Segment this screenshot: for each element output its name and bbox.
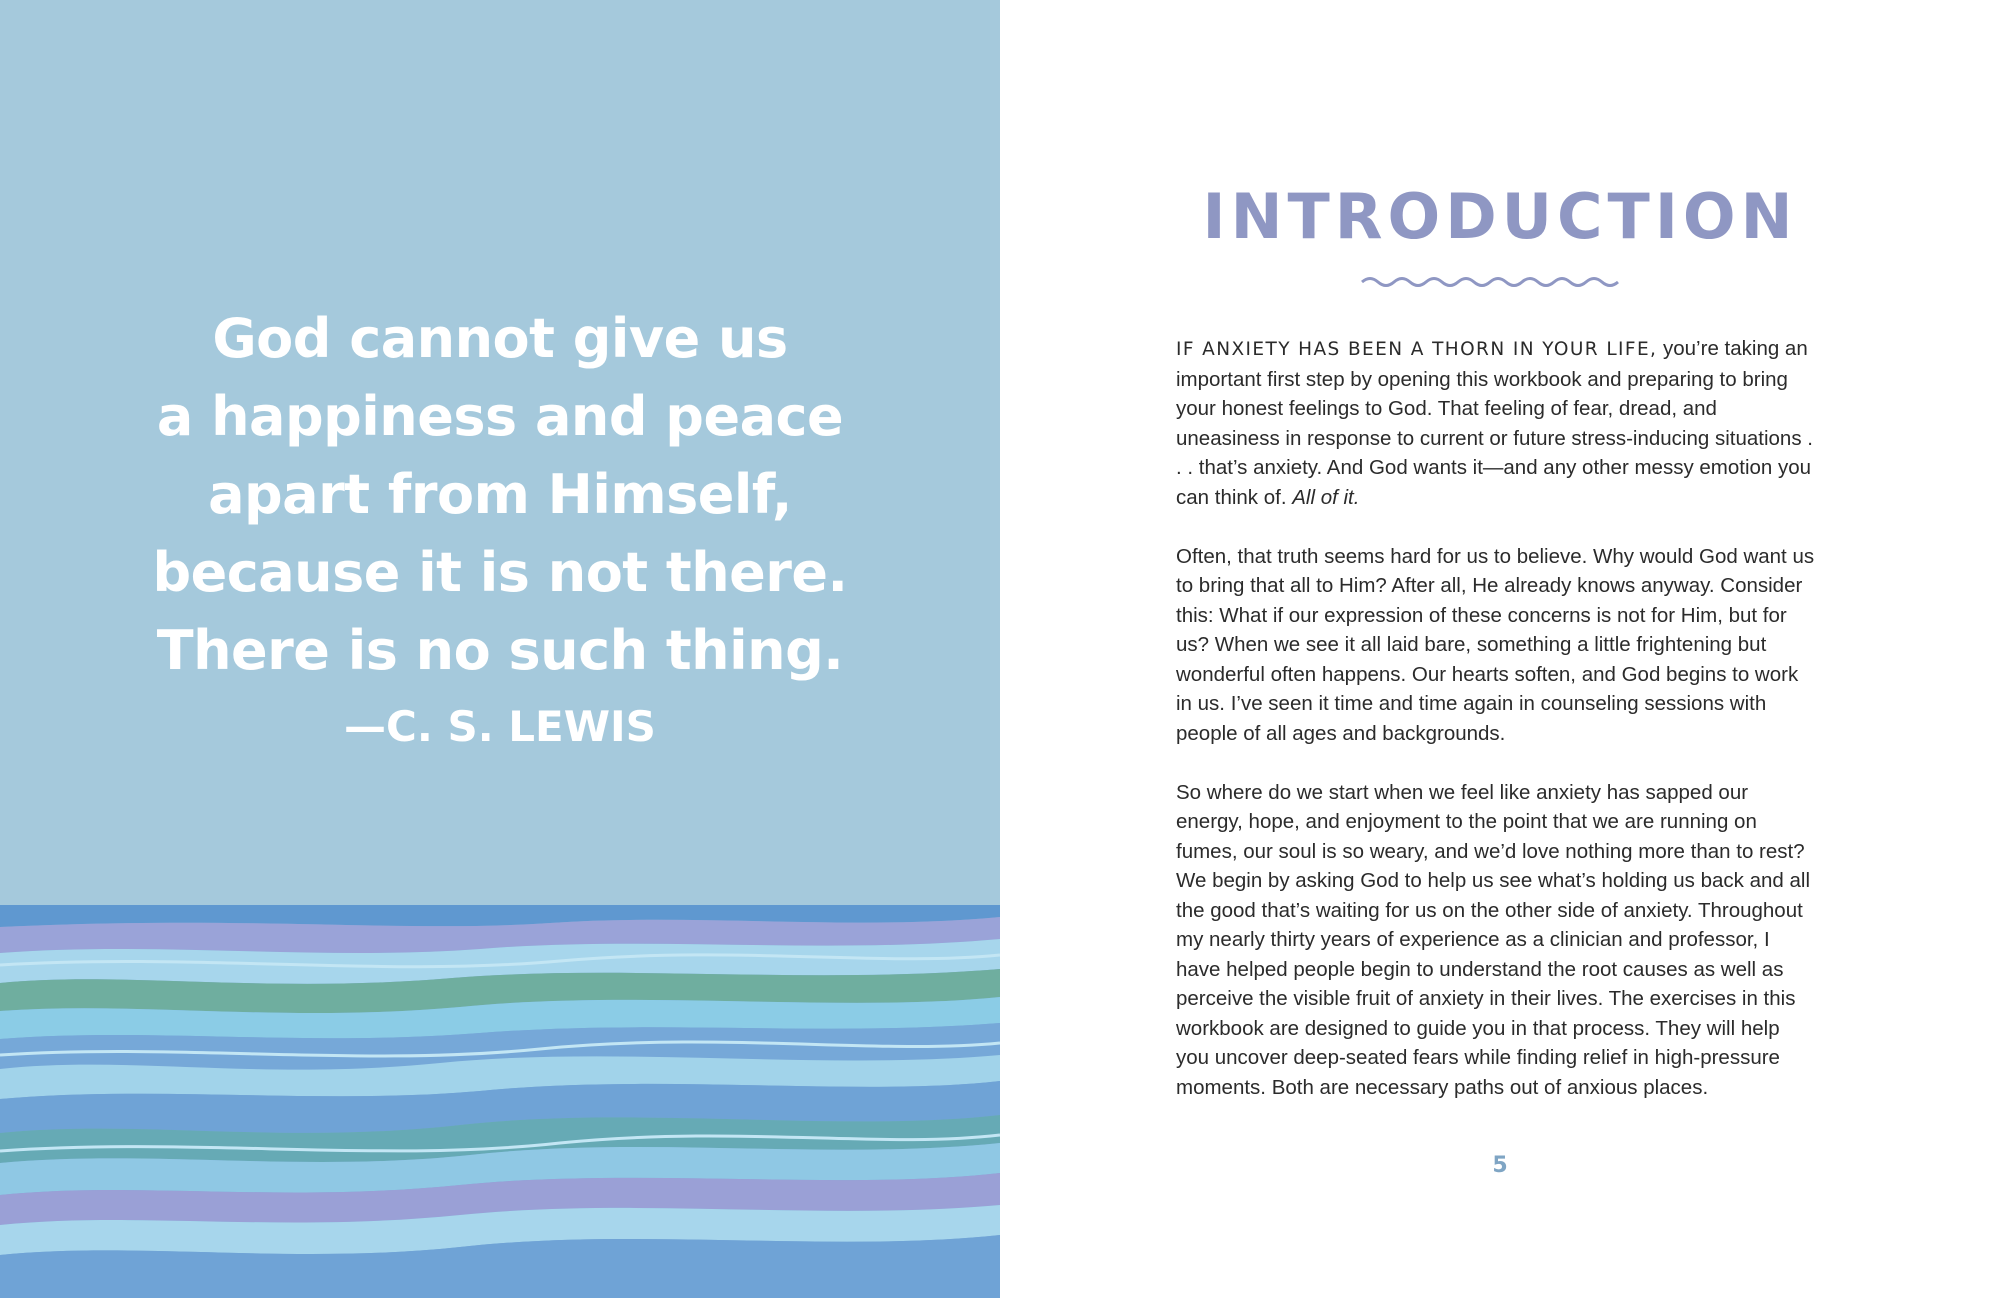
- quote-line: apart from Himself,: [208, 463, 792, 526]
- right-page: [1000, 0, 2000, 1298]
- quote-author: —C. S. LEWIS: [344, 702, 656, 751]
- quote-line: a happiness and peace: [156, 385, 844, 448]
- intro-body: [1176, 334, 1816, 1132]
- paragraph: [1176, 334, 1816, 512]
- quote-line: There is no such thing.: [156, 619, 844, 682]
- quote-line: God cannot give us: [212, 307, 788, 370]
- paragraph: So where do we start when we feel like anxiety has sapped our energy, hope, and enjoyment to the point that we are running on fumes, our soul is so weary, and we’d love nothing more than to rest? We begin by asking God to help us see what’s holding us back and all the good that’s waiting for us on the other side of anxiety. Throughout my nearly thirty years of experience as a clinician and professor, I have helped people begin to understand the root causes as well as perceive the visible fruit of anxiety in their lives. The exercises in this workbook are designed to guide you in that process. They will help you uncover deep-seated fears while finding relief in high-pressure moments. Both are necessary paths out of anxious places.: [1176, 780, 1811, 1099]
- paragraph-emphasis: All of it.: [1292, 485, 1360, 509]
- page-title: INTRODUCTION: [1202, 180, 1798, 253]
- wave-illustration: [0, 905, 1000, 1298]
- page-number: 5: [1492, 1153, 1508, 1178]
- quote-line: because it is not there.: [152, 541, 848, 604]
- squiggle-divider-icon: [1360, 274, 1622, 290]
- paragraph-lead: IF ANXIETY HAS BEEN A THORN IN YOUR LIFE,: [1176, 339, 1658, 360]
- paragraph-text: you’re taking an important first step by opening this workbook and preparing to bring your honest feelings to God. That feeling of fear, dread, and uneasiness in response to current or future stress-inducing situations . . . that’s anxiety. And God wants it—and any other messy emotion you can think of.: [1176, 337, 1813, 509]
- quote-block: [40, 300, 960, 760]
- paragraph: Often, that truth seems hard for us to believe. Why would God want us to bring that all to Him? After all, He already knows anyway. Consider this: What if our expression of these concerns is not for Him, but for us? When we see it all laid bare, something a little frightening but wonderful often happens. Our hearts soften, and God begins to work in us. I’ve seen it time and time again in counseling sessions with people of all ages and backgrounds.: [1176, 544, 1815, 745]
